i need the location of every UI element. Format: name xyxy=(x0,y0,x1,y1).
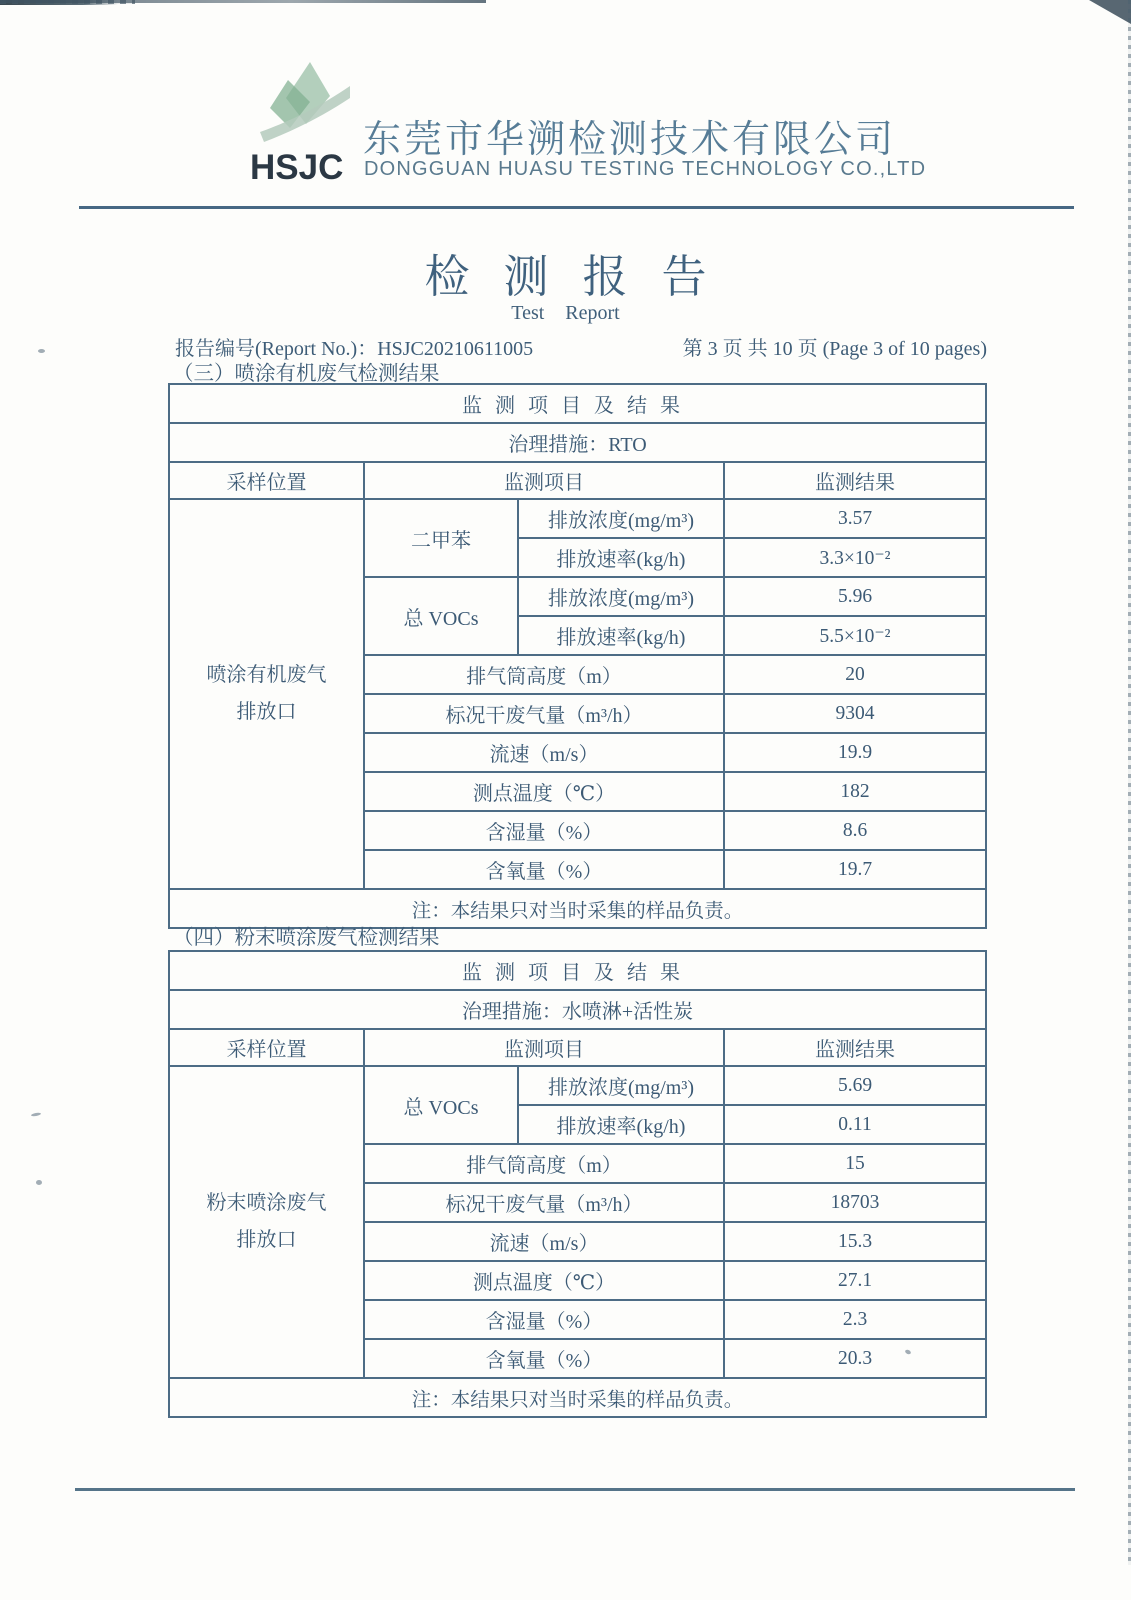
value-cell: 15.3 xyxy=(724,1222,986,1261)
table-note: 注：本结果只对当时采集的样品负责。 xyxy=(169,889,986,928)
value-cell: 5.5×10⁻² xyxy=(724,616,986,655)
value-cell: 19.9 xyxy=(724,733,986,772)
value-cell: 9304 xyxy=(724,694,986,733)
pollutant-name-cell: 二甲苯 xyxy=(364,499,518,577)
sampling-position-cell: 喷涂有机废气 排放口 xyxy=(169,499,364,889)
table-title-row xyxy=(169,384,986,423)
table-row xyxy=(169,1066,986,1105)
param-cell: 测点温度（℃） xyxy=(364,772,724,811)
report-number: 报告编号(Report No.)：HSJC20210611005 xyxy=(175,338,534,360)
column-header-row xyxy=(169,462,986,499)
param-cell: 排气筒高度（m） xyxy=(364,655,724,694)
note-row xyxy=(169,1378,986,1417)
scan-artifact-top xyxy=(0,0,118,5)
section3-heading: （三）喷涂有机废气检测结果 xyxy=(173,363,440,385)
scan-artifact-top xyxy=(0,0,135,4)
col-header-result: 监测结果 xyxy=(724,1029,986,1066)
param-cell: 含氧量（%） xyxy=(364,850,724,889)
param-cell: 标况干废气量（m³/h） xyxy=(364,1183,724,1222)
company-name-en: DONGGUAN HUASU TESTING TECHNOLOGY CO.,LTD xyxy=(364,158,927,180)
table-title: 监测项目及结果 xyxy=(169,951,986,990)
table-note: 注：本结果只对当时采集的样品负责。 xyxy=(169,1378,986,1417)
param-cell: 排放速率(kg/h) xyxy=(518,1105,724,1144)
value-cell: 2.3 xyxy=(724,1300,986,1339)
param-cell: 排放速率(kg/h) xyxy=(518,616,724,655)
param-cell: 含湿量（%） xyxy=(364,1300,724,1339)
report-title-en: Test Report xyxy=(511,302,620,324)
param-cell: 含湿量（%） xyxy=(364,811,724,850)
page-indicator: 第 3 页 共 10 页 (Page 3 of 10 pages) xyxy=(682,338,987,360)
column-header-row xyxy=(169,1029,986,1066)
section3-results-table xyxy=(168,383,987,929)
table-row xyxy=(169,499,986,538)
col-header-position: 采样位置 xyxy=(169,462,364,499)
value-cell: 20.3 xyxy=(724,1339,986,1378)
col-header-item: 监测项目 xyxy=(364,462,724,499)
treatment-row xyxy=(169,990,986,1029)
param-cell: 测点温度（℃） xyxy=(364,1261,724,1300)
leaf-mountain-icon xyxy=(256,60,352,150)
treatment-cell: 治理措施：水喷淋+活性炭 xyxy=(169,990,986,1029)
param-cell: 排放浓度(mg/m³) xyxy=(518,499,724,538)
scan-artifact-corner xyxy=(1089,0,1131,24)
param-cell: 标况干废气量（m³/h） xyxy=(364,694,724,733)
treatment-row xyxy=(169,423,986,462)
value-cell: 20 xyxy=(724,655,986,694)
treatment-cell: 治理措施：RTO xyxy=(169,423,986,462)
value-cell: 0.11 xyxy=(724,1105,986,1144)
scan-speck xyxy=(36,1180,42,1185)
value-cell: 5.96 xyxy=(724,577,986,616)
footer-divider xyxy=(75,1488,1075,1491)
report-title-zh: 检测报告 xyxy=(424,252,741,302)
value-cell: 3.57 xyxy=(724,499,986,538)
pollutant-name-cell: 总 VOCs xyxy=(364,1066,518,1144)
param-cell: 流速（m/s） xyxy=(364,1222,724,1261)
value-cell: 8.6 xyxy=(724,811,986,850)
sampling-position-cell: 粉末喷涂废气 排放口 xyxy=(169,1066,364,1378)
param-cell: 流速（m/s） xyxy=(364,733,724,772)
value-cell: 3.3×10⁻² xyxy=(724,538,986,577)
param-cell: 排放浓度(mg/m³) xyxy=(518,577,724,616)
company-logo xyxy=(248,60,358,190)
scan-artifact-top xyxy=(0,0,486,3)
col-header-position: 采样位置 xyxy=(169,1029,364,1066)
value-cell: 27.1 xyxy=(724,1261,986,1300)
value-cell: 19.7 xyxy=(724,850,986,889)
section4-results-table xyxy=(168,950,987,1418)
param-cell: 排放速率(kg/h) xyxy=(518,538,724,577)
param-cell: 含氧量（%） xyxy=(364,1339,724,1378)
value-cell: 182 xyxy=(724,772,986,811)
section4-heading: （四）粉末喷涂废气检测结果 xyxy=(173,927,440,949)
value-cell: 18703 xyxy=(724,1183,986,1222)
scan-speck xyxy=(38,349,45,353)
header-divider xyxy=(79,206,1074,209)
company-name-zh: 东莞市华溯检测技术有限公司 xyxy=(363,119,897,161)
col-header-result: 监测结果 xyxy=(724,462,986,499)
table-title: 监测项目及结果 xyxy=(169,384,986,423)
logo-text: HSJC xyxy=(250,148,344,187)
param-cell: 排放浓度(mg/m³) xyxy=(518,1066,724,1105)
scan-speck xyxy=(31,1112,41,1117)
table-title-row xyxy=(169,951,986,990)
col-header-item: 监测项目 xyxy=(364,1029,724,1066)
value-cell: 15 xyxy=(724,1144,986,1183)
param-cell: 排气筒高度（m） xyxy=(364,1144,724,1183)
pollutant-name-cell: 总 VOCs xyxy=(364,577,518,655)
value-cell: 5.69 xyxy=(724,1066,986,1105)
